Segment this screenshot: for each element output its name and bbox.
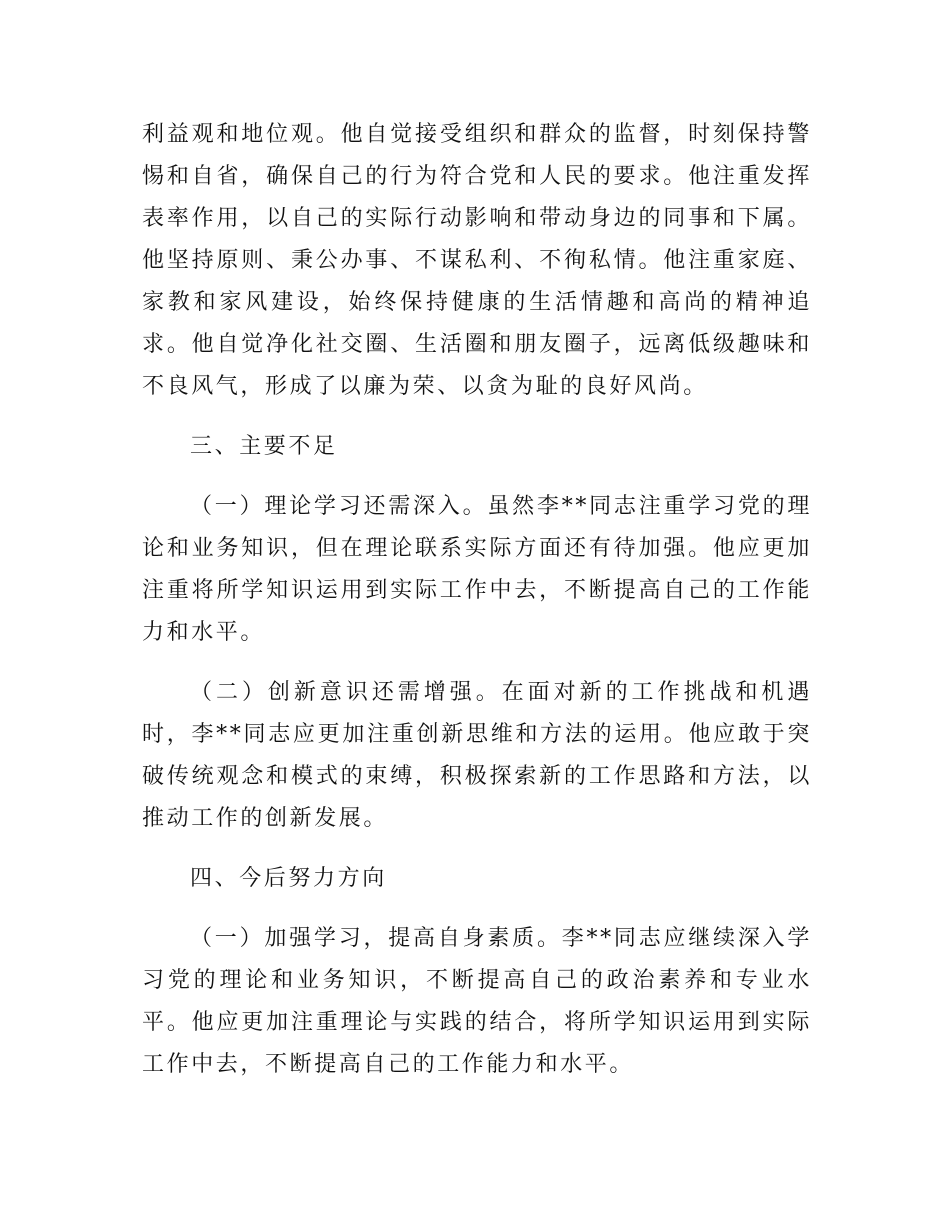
document-body (142, 114, 812, 1086)
section-heading-main-shortcomings: 三、主要不足 (190, 434, 338, 459)
paragraph-continuation: 利益观和地位观。他自觉接受组织和群众的监督，时刻保持警惕和自省，确保自己的行为符合党和人民的要求。他注重发挥表率作用，以自己的实际行动影响和带动身边的同事和下属。他坚持原则、秉公办事、不谋私利、不徇私情。他注重家庭、家教和家风建设，始终保持健康的生活情趣和高尚的精神追求。他自觉净化社交圈、生活圈和朋友圈子，远离低级趣味和不良风气，形成了以廉为荣、以贪为耻的良好风尚。 (142, 122, 812, 399)
paragraph-theory-study: （一）理论学习还需深入。虽然李**同志注重学习党的理论和业务知识，但在理论联系实际方面还有待加强。他应更加注重将所学知识运用到实际工作中去，不断提高自己的工作能力和水平。 (142, 494, 812, 645)
paragraph-innovation-awareness: （二）创新意识还需增强。在面对新的工作挑战和机遇时，李**同志应更加注重创新思维和方法的运用。他应敢于突破传统观念和模式的束缚，积极探索新的工作思路和方法，以推动工作的创新发展。 (142, 680, 812, 831)
paragraph-strengthen-learning: （一）加强学习，提高自身素质。李**同志应继续深入学习党的理论和业务知识，不断提高自己的政治素养和专业水平。他应更加注重理论与实践的结合，将所学知识运用到实际工作中去，不断提高自己的工作能力和水平。 (142, 926, 812, 1077)
section-heading-future-direction: 四、今后努力方向 (190, 866, 387, 891)
